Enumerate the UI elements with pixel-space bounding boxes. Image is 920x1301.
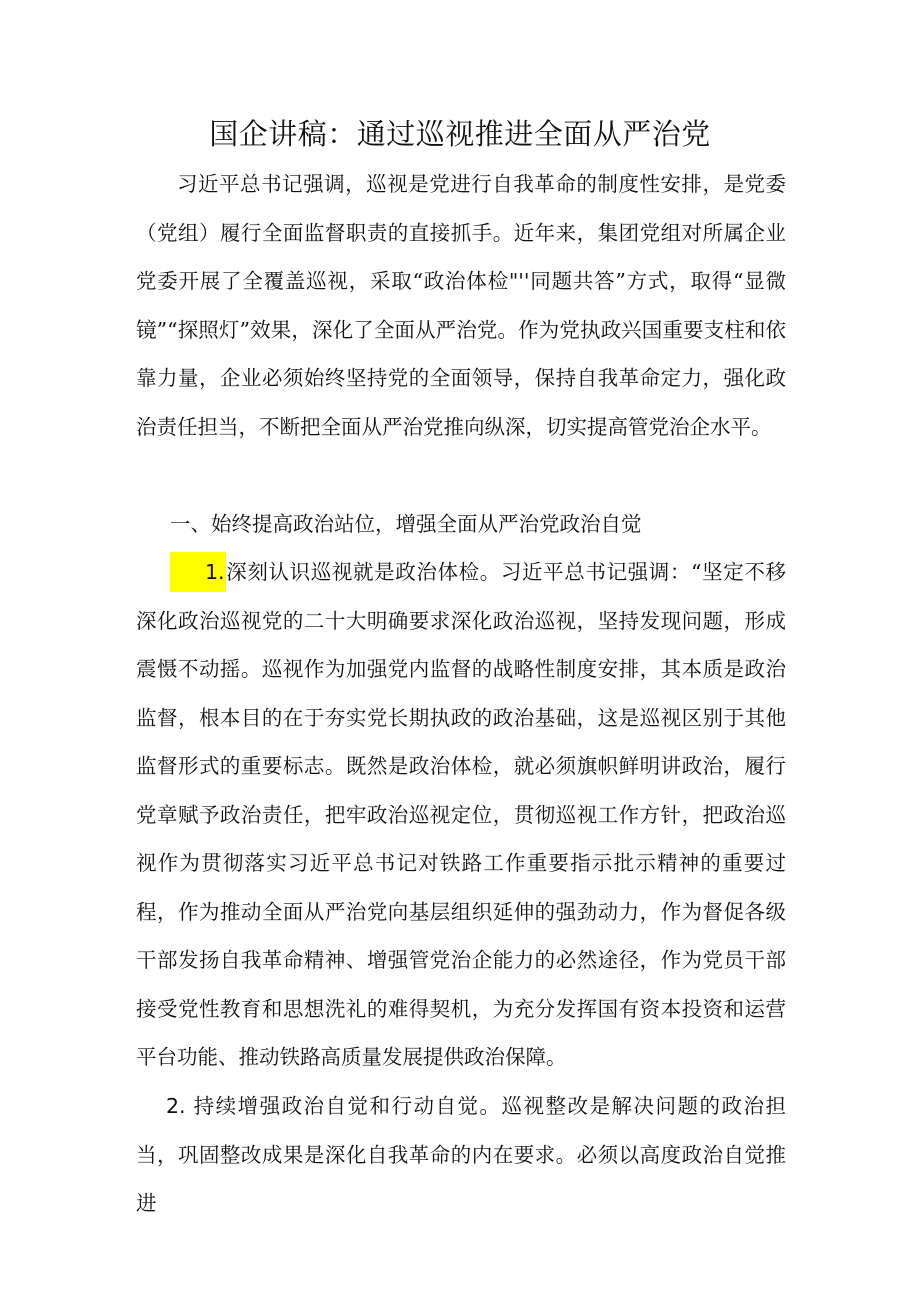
item-1-paragraph xyxy=(136,548,786,1082)
item-1-number-highlighted: 1. xyxy=(170,552,226,592)
item-2-paragraph xyxy=(136,1082,786,1228)
document-title: 国企讲稿：通过巡视推进全面从严治党 xyxy=(209,117,711,151)
item-2-number: 2. xyxy=(166,1094,186,1118)
item-2-text: 持续增强政治自觉和行动自觉。巡视整改是解决问题的政治担当，巩固整改成果是深化自我革命的内在要求。必须以高度政治自觉推进 xyxy=(136,1094,786,1215)
item-1-text: 深刻认识巡视就是政治体检。习近平总书记强调：“坚定不移深化政治巡视党的二十大明确要求深化政治巡视，坚持发现问题，形成震慑不动摇。巡视作为加强党内监督的战略性制度安排，其本质是政治监督，根本目的在于夯实党长期执政的政治基础，这是巡视区别于其他监督形式的重要标志。既然是政治体检，就必须旗帜鲜明讲政治，履行党章赋予政治责任，把牢政治巡视定位，贯彻巡视工作方针，把政治巡视作为贯彻落实习近平总书记对铁路工作重要指示批示精神的重要过程，作为推动全面从严治党向基层组织延伸的强劲动力，作为督促各级干部发扬自我革命精神、增强管党治企能力的必然途径，作为党员干部接受党性教育和思想洗礼的难得契机，为充分发挥国有资本投资和运营平台功能、推动铁路高质量发展提供政治保障。 xyxy=(136,560,786,1069)
intro-paragraph: 习近平总书记强调，巡视是党进行自我革命的制度性安排，是党委（党组）履行全面监督职责的直接抓手。近年来，集团党组对所属企业党委开展了全覆盖巡视，采取“政治体检"''同题共答”方式，取得“显微镜”“探照灯”效果，深化了全面从严治党。作为党执政兴国重要支柱和依靠力量，企业必须始终坚持党的全面领导，保持自我革命定力，强化政治责任担当，不断把全面从严治党推向纵深，切实提高管党治企水平。 xyxy=(136,172,786,439)
section-heading-1: 一、始终提高政治站位，增强全面从严治党政治自觉 xyxy=(170,512,642,536)
